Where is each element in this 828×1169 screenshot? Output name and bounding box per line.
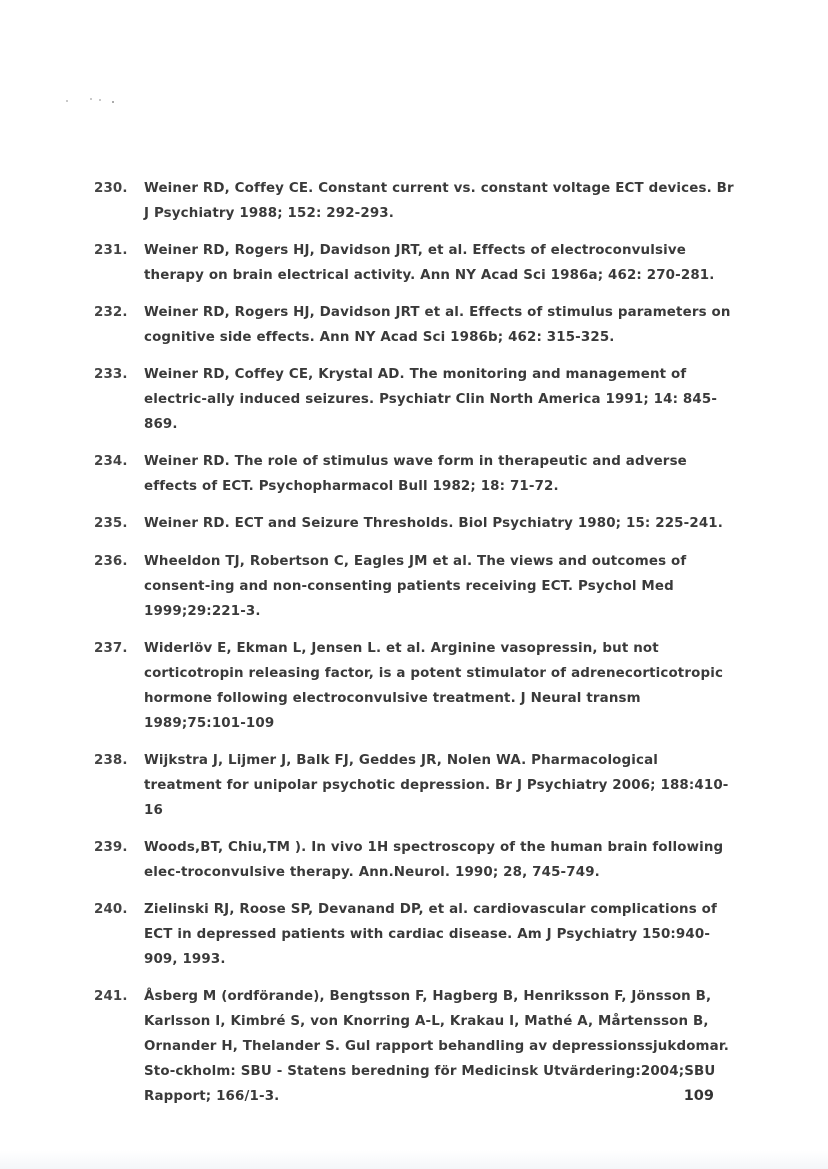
reference-number: 232. [94,305,128,320]
scan-speck [90,98,92,100]
reference-text: Weiner RD, Rogers HJ, Davidson JRT, et al. Effects of electroconvulsive therapy on brain electrical activity. Ann NY Acad Sci 1986a; 462: 270-281. [144,243,715,283]
reference-item [94,176,734,226]
reference-text: Wheeldon TJ, Robertson C, Eagles JM et al. The views and outcomes of consent-ing and non-consenting patients receiving ECT. Psychol Med 1999;29:221-3. [144,554,687,619]
reference-text: Woods,BT, Chiu,TM ). In vivo 1H spectroscopy of the human brain following elec-troconvulsive therapy. Ann.Neurol. 1990; 28, 745-749. [144,840,724,880]
scan-speck [112,101,114,103]
scan-speck [99,99,101,101]
scan-speck [66,100,68,102]
reference-number: 233. [94,367,128,382]
reference-number: 231. [94,243,128,258]
reference-item [94,238,734,288]
reference-item [94,897,734,972]
reference-text: Weiner RD, Coffey CE. Constant current vs. constant voltage ECT devices. Br J Psychiatry 1988; 152: 292-293. [144,181,734,221]
reference-item [94,984,734,1109]
reference-item [94,748,734,823]
reference-text: Zielinski RJ, Roose SP, Devanand DP, et al. cardiovascular complications of ECT in depressed patients with cardiac disease. Am J Psychiatry 150:940-909, 1993. [144,902,717,967]
reference-text: Widerlöv E, Ekman L, Jensen L. et al. Arginine vasopressin, but not corticotropin releasing factor, is a potent stimulator of adrenecorticotropic hormone following electroconvulsive treatment. J Neural transm 1989;75:101-109 [144,641,724,731]
reference-text: Weiner RD. The role of stimulus wave form in therapeutic and adverse effects of ECT. Psychopharmacol Bull 1982; 18: 71-72. [144,454,687,494]
page-number: 109 [683,1088,714,1104]
reference-number: 236. [94,554,128,569]
reference-number: 241. [94,989,128,1004]
reference-item [94,835,734,885]
reference-text: Weiner RD, Coffey CE, Krystal AD. The monitoring and management of electric-ally induced seizures. Psychiatr Clin North America 1991; 14: 845-869. [144,367,718,432]
reference-number: 237. [94,641,128,656]
reference-item [94,449,734,499]
reference-text: Weiner RD. ECT and Seizure Thresholds. Biol Psychiatry 1980; 15: 225-241. [144,516,723,531]
reference-text: Weiner RD, Rogers HJ, Davidson JRT et al. Effects of stimulus parameters on cognitive side effects. Ann NY Acad Sci 1986b; 462: 315-325. [144,305,731,345]
reference-number: 238. [94,753,128,768]
reference-text: Åsberg M (ordförande), Bengtsson F, Hagberg B, Henriksson F, Jönsson B, Karlsson I, Kimbré S, von Knorring A-L, Krakau I, Mathé A, Mårtensson B, Ornander H, Thelander S. Gul rapport behandling av depressionssjukdomar. Sto-ckholm: SBU - Statens beredning för Medicinsk Utvärdering:2004;SBU Rapport; 166/1-3. [144,989,729,1104]
reference-list [94,176,734,1121]
reference-item [94,549,734,624]
reference-item [94,362,734,437]
reference-number: 240. [94,902,128,917]
reference-number: 235. [94,516,128,531]
reference-item [94,511,734,536]
reference-number: 239. [94,840,128,855]
reference-text: Wijkstra J, Lijmer J, Balk FJ, Geddes JR, Nolen WA. Pharmacological treatment for unipolar psychotic depression. Br J Psychiatry 2006; 188:410-16 [144,753,729,818]
reference-number: 234. [94,454,128,469]
reference-number: 230. [94,181,128,196]
reference-item [94,636,734,736]
reference-item [94,300,734,350]
scan-bottom-edge [0,1150,828,1169]
scan-artifact [66,98,126,106]
